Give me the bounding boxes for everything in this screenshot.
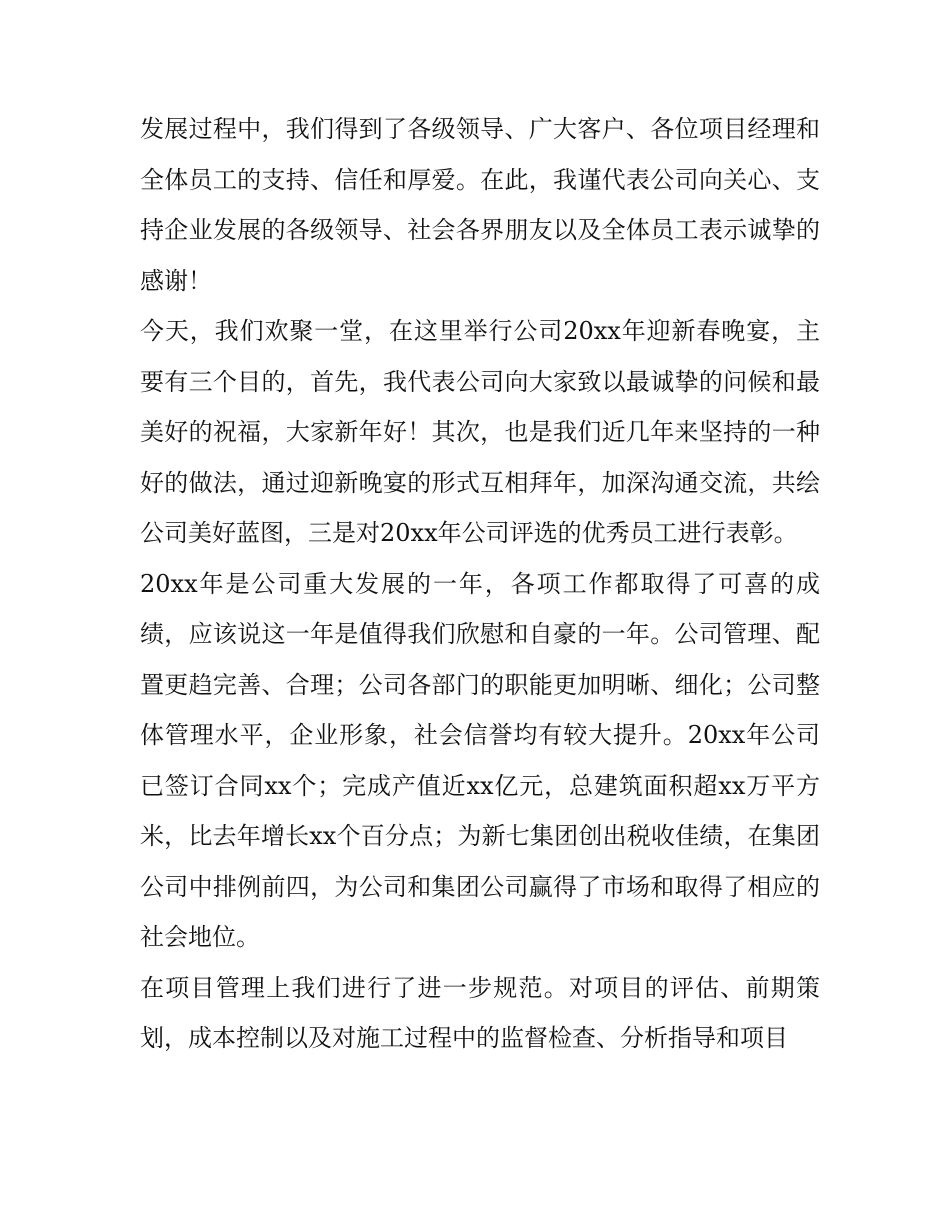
paragraph-project-management: 在项目管理上我们进行了进一步规范。对项目的评估、前期策划，成本控制以及对施工过程中的监督检查、分析指导和项目 [140,973,820,1052]
paragraph-annual-achievements: 20xx年是公司重大发展的一年，各项工作都取得了可喜的成绩，应该说这一年是值得我们欣慰和自豪的一年。公司管理、配置更趋完善、合理；公司各部门的职能更加明晰、细化；公司整体管理水平，企业形象，社会信誉均有较大提升。20xx年公司已签订合同xx个；完成产值近xx亿元，总建筑面积超xx万平方米，比去年增长xx个百分点；为新七集团创出税收佳绩，在集团公司中排例前四，为公司和集团公司赢得了市场和取得了相应的社会地位。 [140,569,820,951]
paragraph-gratitude: 发展过程中，我们得到了各级领导、广大客户、各位项目经理和全体员工的支持、信任和厚爱。在此，我谨代表公司向关心、支持企业发展的各级领导、社会各界朋友以及全体员工表示诚挚的感谢！ [140,115,820,295]
document-body [140,104,820,1064]
paragraph-banquet-purpose: 今天，我们欢聚一堂，在这里举行公司20xx年迎新春晚宴，主要有三个目的，首先，我代表公司向大家致以最诚挚的问候和最美好的祝福，大家新年好！其次，也是我们近几年来坚持的一种好的做法，通过迎新晚宴的形式互相拜年，加深沟通交流，共绘公司美好蓝图，三是对20xx年公司评选的优秀员工进行表彰。 [140,317,820,547]
